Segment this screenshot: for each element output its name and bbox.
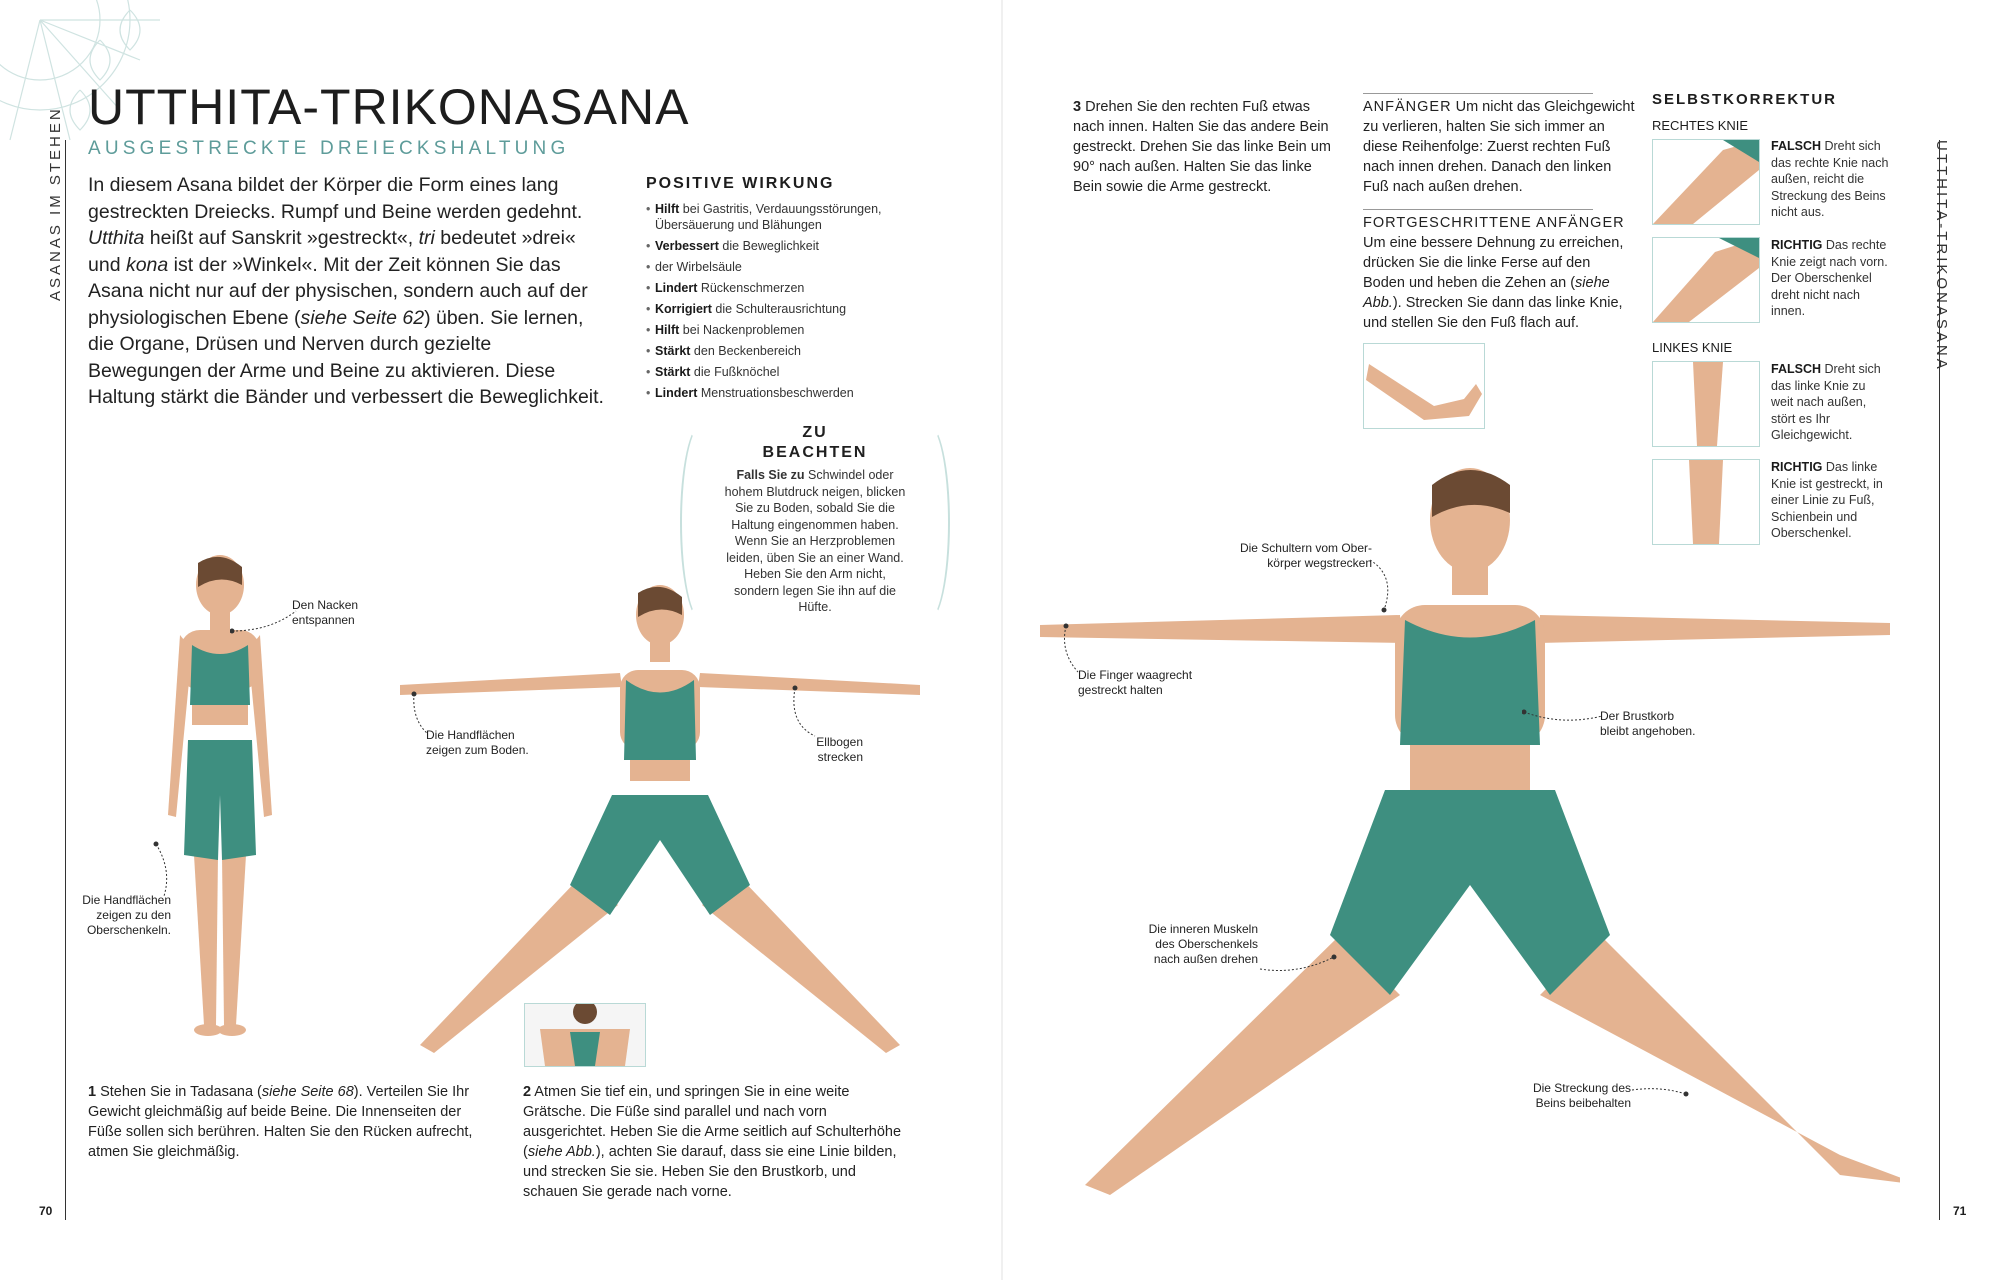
knee-thumb-3: [1652, 361, 1760, 447]
knee-thumb-1: [1652, 139, 1760, 225]
side-label-left: ASANAS IM STEHEN: [47, 106, 64, 301]
fortgeschritten-heading: FORTGESCHRITTENE ANFÄNGER: [1363, 215, 1625, 231]
list-item: • Hilft bei Gastritis, Verdauungsstörungen, Übersäuerung und Blähungen: [646, 201, 906, 233]
intro-paragraph: In diesem Asana bildet der Körper die Form eines lang gestreckten Dreiecks. Rumpf und Beine werden gedehnt. Utthita heißt auf Sanskrit »gestreckt«, tri bedeutet »drei« und kona ist der »Winkel«. Mit der Zeit können Sie das Asana nicht nur auf der physischen, sondern auch auf der physiologischen Ebene (siehe Seite 62) üben. Sie lernen, die Organe, Drüsen und Nerven durch gezielte Bewegungen der Arme und Beine zu aktivieren. Diese Haltung stärkt die Bänder und verbessert die Beweglichkeit.: [88, 174, 604, 408]
list-item: • Stärkt die Fußknöchel: [646, 364, 906, 380]
list-item: • der Wirbelsäule: [646, 259, 906, 275]
rechtes-knie-heading: RECHTES KNIE: [1652, 118, 1749, 133]
correction-text-4: RICHTIG Das linke Knie ist gestreckt, in einer Linie zu Fuß, Schienbein und Oberschenkel.: [1771, 460, 1883, 540]
list-item: • Stärkt den Beckenbereich: [646, 343, 906, 359]
correction-text-1: FALSCH Dreht sich das rechte Knie nach außen, reicht die Streckung des Beins nicht aus.: [1771, 139, 1889, 219]
leader-ellbogen: [785, 684, 825, 744]
linkes-knie-heading: LINKES KNIE: [1652, 340, 1733, 355]
figure-wide-stance: [390, 585, 930, 1075]
caution-heading: ZU BEACHTEN: [762, 424, 868, 461]
page-number-left: 70: [39, 1204, 53, 1218]
figure-main-pose: [1040, 465, 1900, 1205]
step-3: 3 Drehen Sie den rechten Fuß etwas nach innen. Halten Sie das andere Bein gestreckt. Drehen Sie das linke Bein um 90° nach außen. Halten Sie das linke Bein sowie die Arme gestreckt.: [1073, 99, 1331, 195]
leader-finger: [1058, 622, 1088, 678]
caution-text: Falls Sie zu Schwindel oder hohem Blutdruck neigen, blicken Sie zu Boden, sobald Sie die Haltung eingenommen haben. Wenn Sie an Herzproblemen leiden, üben Sie an einer Wand. Heben Sie den Arm nicht, sondern legen Sie ihn auf die Hüfte.: [724, 468, 906, 614]
list-item: • Lindert Rückenschmerzen: [646, 280, 906, 296]
book-spine: [1001, 0, 1003, 1280]
page-title: UTTHITA-TRIKONASANA: [88, 79, 690, 135]
inset-back-view: [524, 1003, 646, 1067]
label-finger: Die Finger waagrecht gestreckt halten: [1078, 668, 1193, 697]
label-handflaechen-oberschenkel: Die Handflächen zeigen zu den Oberschenkeln.: [82, 893, 171, 937]
leader-muskeln: [1258, 953, 1338, 977]
foot-heel-image: [1364, 344, 1484, 428]
benefits-heading: POSITIVE WIRKUNG: [646, 175, 835, 192]
leader-handflaechen-boden: [408, 690, 438, 740]
knee-image: [1653, 140, 1759, 224]
leader-schultern: [1366, 556, 1402, 616]
benefits-box: [646, 175, 906, 406]
step-1: 1 Stehen Sie in Tadasana (siehe Seite 68). Verteilen Sie Ihr Gewicht gleichmäßig auf beide Beine. Die Innenseiten der Füße sollen sich berühren. Halten Sie den Rücken aufrecht, atmen Sie gleichmäßig.: [88, 1084, 473, 1160]
benefits-list: [646, 201, 906, 401]
label-nacken: Den Nacken entspannen: [292, 598, 359, 627]
fortgeschritten-rule: [1363, 209, 1593, 210]
list-item: • Verbessert die Beweglichkeit: [646, 238, 906, 254]
leader-nacken: [230, 605, 300, 635]
knee-thumb-2: [1652, 237, 1760, 323]
anfaenger-rule: [1363, 93, 1593, 94]
knee-image: [1653, 238, 1759, 322]
step-2: 2 Atmen Sie tief ein, und springen Sie in eine weite Grätsche. Die Füße sind parallel und nach vorn ausgerichtet. Heben Sie die Arme seitlich auf Schulterhöhe (siehe Abb.), achten Sie darauf, dass sie eine Linie bilden, und strecken Sie sie. Heben Sie den Brustkorb, und schauen Sie gerade nach vorne.: [523, 1084, 902, 1200]
page-subtitle: AUSGESTRECKTE DREIECKSHALTUNG: [88, 138, 570, 159]
leader-brustkorb: [1522, 708, 1606, 728]
correction-text-2: RICHTIG Das rechte Knie zeigt nach vorn. Der Oberschenkel dreht nicht nach innen.: [1771, 238, 1888, 318]
list-item: • Korrigiert die Schulterausrichtung: [646, 301, 906, 317]
leader-handflaechen-oberschenkel: [150, 840, 180, 900]
back-view-image: [525, 1004, 645, 1066]
list-item: • Hilft bei Nackenproblemen: [646, 322, 906, 338]
left-margin-rule: [65, 140, 66, 1220]
list-item: • Lindert Menstruationsbeschwerden: [646, 385, 906, 401]
knee-image: [1653, 362, 1759, 446]
side-label-right: UTTHITA-TRIKONASANA: [1933, 140, 1950, 372]
correction-text-3: FALSCH Dreht sich das linke Knie zu weit nach außen, stört es Ihr Gleichgewicht.: [1771, 362, 1881, 442]
label-schultern: Die Schultern vom Ober- körper wegstrecken: [1239, 541, 1372, 570]
anfaenger-box: ANFÄNGER Um nicht das Gleichgewicht zu verlieren, halten Sie sich immer an diese Reihenfolge: Zuerst rechten Fuß nach innen drehen. Danach den linken Fuß nach außen drehen.: [1363, 99, 1635, 195]
fortgeschritten-box: FORTGESCHRITTENE ANFÄNGER Um eine bessere Dehnung zu erreichen, drücken Sie die linke Ferse auf den Boden und heben die Zehen an (siehe Abb.). Strecken Sie dann das linke Knie, und stellen Sie den Fuß flach auf.: [1363, 213, 1635, 333]
label-ellbogen: Ellbogen strecken: [816, 735, 863, 764]
label-streckung: Die Streckung des Beins beibehalten: [1532, 1081, 1631, 1110]
label-brustkorb: Der Brustkorb bleibt angehoben.: [1600, 709, 1696, 738]
page-number-right: 71: [1953, 1204, 1967, 1218]
label-handflaechen-boden: Die Handflächen zeigen zum Boden.: [426, 728, 529, 757]
label-muskeln: Die inneren Muskeln des Oberschenkels nach außen drehen: [1148, 922, 1258, 966]
inset-foot-heel: [1363, 343, 1485, 429]
selbstkorrektur-heading: SELBSTKORREKTUR: [1652, 91, 1838, 108]
leader-streckung: [1630, 1084, 1690, 1104]
